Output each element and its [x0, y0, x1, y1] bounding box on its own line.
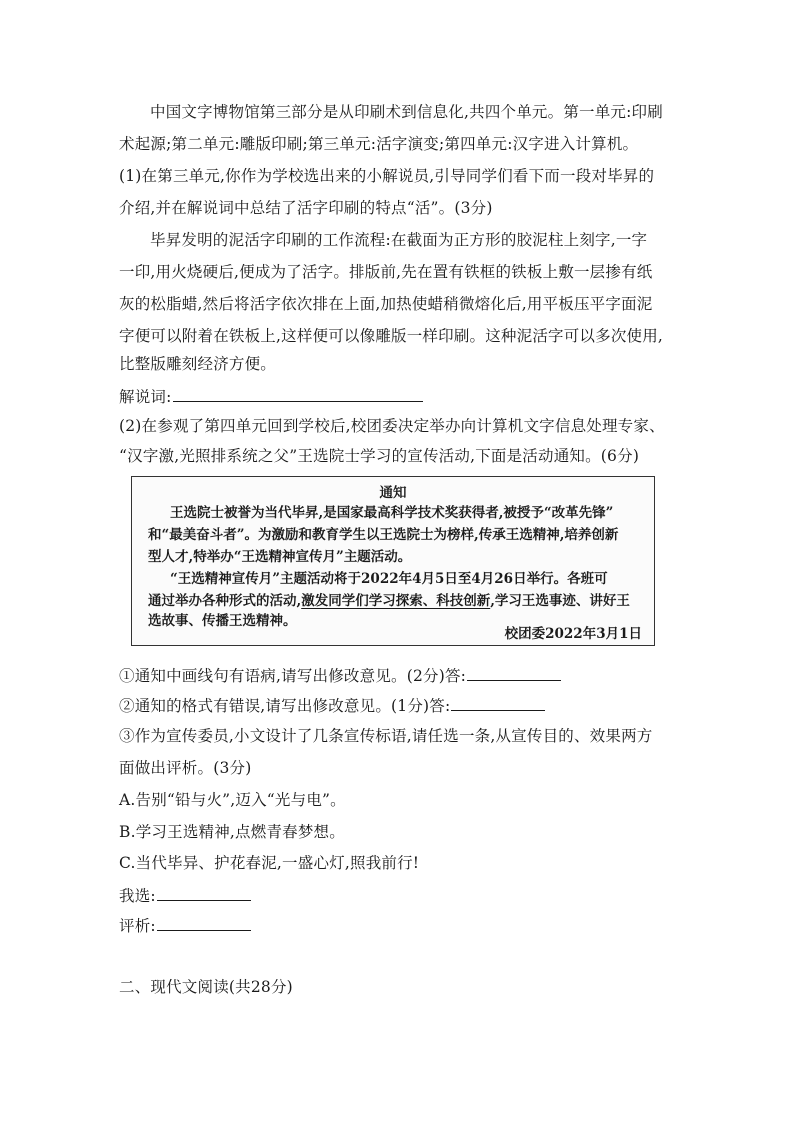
notice-signature: 校团委2022年3月1日 — [504, 626, 642, 642]
sub-question-1 — [119, 665, 679, 686]
notice-title: 通知 — [379, 485, 407, 501]
notice-line-1: 王选院士被誉为当代毕昇,是国家最高科学技术奖获得者,被授予“改革先锋” — [170, 505, 614, 521]
passage-line-4: 字便可以附着在铁板上,这样便可以像雕版一样印刷。这种泥活字可以多次使用, — [119, 327, 664, 345]
sub-question-2-text: ②通知的格式有错误,请写出修改意见。(1分)答: — [119, 697, 451, 715]
slogan-option-c: C.当代毕异、护花春泥,一盛心灯,照我前行! — [119, 854, 420, 872]
analysis-row — [119, 915, 679, 936]
sub-question-1-blank[interactable] — [467, 665, 561, 681]
passage-line-2: 一印,用火烧硬后,便成为了活字。排版前,先在置有铁框的铁板上敷一层掺有纸 — [119, 263, 653, 281]
sub-question-1-text: ①通知中画线句有语病,请写出修改意见。(2分)答: — [119, 667, 467, 685]
passage-line-1: 毕昇发明的泥活字印刷的工作流程:在截面为正方形的胶泥柱上刻字,一字 — [150, 231, 648, 249]
analysis-blank[interactable] — [157, 915, 251, 931]
answer-commentary-row — [119, 386, 679, 407]
slogan-option-a: A.告别“铅与火”,迈入“光与电”。 — [119, 791, 346, 809]
notice-line-6: 选故事、传播王选精神。 — [148, 613, 297, 629]
question-1-line-2: 介绍,并在解说词中总结了活字印刷的特点“活”。(3分) — [119, 199, 493, 217]
notice-line-5-end: ,学习王选事迹、讲好王 — [490, 593, 630, 609]
slogan-option-b: B.学习王选精神,点燃青春梦想。 — [119, 823, 345, 841]
question-2-line-2: “汉字激,光照排系统之父”王选院士学习的宣传活动,下面是活动通知。(6分) — [119, 447, 640, 465]
answer-commentary-blank[interactable] — [173, 386, 423, 402]
sub-question-3-line-2: 面做出评析。(3分) — [119, 759, 252, 777]
sub-question-2 — [119, 695, 679, 716]
notice-box — [131, 476, 655, 646]
notice-line-3: 型人才,特举办“王选精神宣传月”主题活动。 — [148, 549, 412, 565]
choose-row — [119, 885, 679, 906]
question-1-line-1: (1)在第三单元,你作为学校选出来的小解说员,引导同学们看下而一段对毕昇的 — [119, 167, 655, 185]
notice-line-2: 和“最美奋斗者”。为激励和教育学生以王选院士为榜样,传承王选精神,培养创新 — [148, 527, 619, 543]
question-2-line-1: (2)在参观了第四单元回到学校后,校团委决定举办向计算机文字信息处理专家、 — [119, 417, 665, 435]
answer-commentary-label: 解说词: — [119, 388, 172, 406]
notice-line-5-start: 通过举办各种形式的活动, — [148, 593, 302, 609]
passage-line-5: 比整版雕刻经济方便。 — [119, 355, 277, 373]
choose-label: 我选: — [119, 887, 156, 905]
sub-question-2-blank[interactable] — [451, 695, 545, 711]
notice-line-4: “王选精神宣传月”主题活动将于2022年4月5日至4月26日举行。各班可 — [170, 571, 608, 587]
intro-line-2: 术起源;第二单元:雕版印刷;第三单元:活字演变;第四单元:汉字进入计算机。 — [119, 135, 639, 153]
choose-blank[interactable] — [157, 885, 251, 901]
sub-question-3-line-1: ③作为宣传委员,小文设计了几条宣传标语,请任选一条,从宣传目的、效果两方 — [119, 727, 653, 745]
passage-line-3: 灰的松脂蜡,然后将活字依次排在上面,加热使蜡稍微熔化后,用平板压平字面泥 — [119, 295, 653, 313]
notice-underlined-sentence: 激发同学们学习探索、科技创新 — [301, 593, 491, 609]
notice-line-5 — [148, 593, 648, 609]
analysis-label: 评析: — [119, 917, 156, 935]
section-2-heading: 二、现代文阅读(共28分) — [119, 978, 293, 996]
intro-line-1: 中国文字博物馆第三部分是从印刷术到信息化,共四个单元。第一单元:印刷 — [150, 103, 663, 121]
